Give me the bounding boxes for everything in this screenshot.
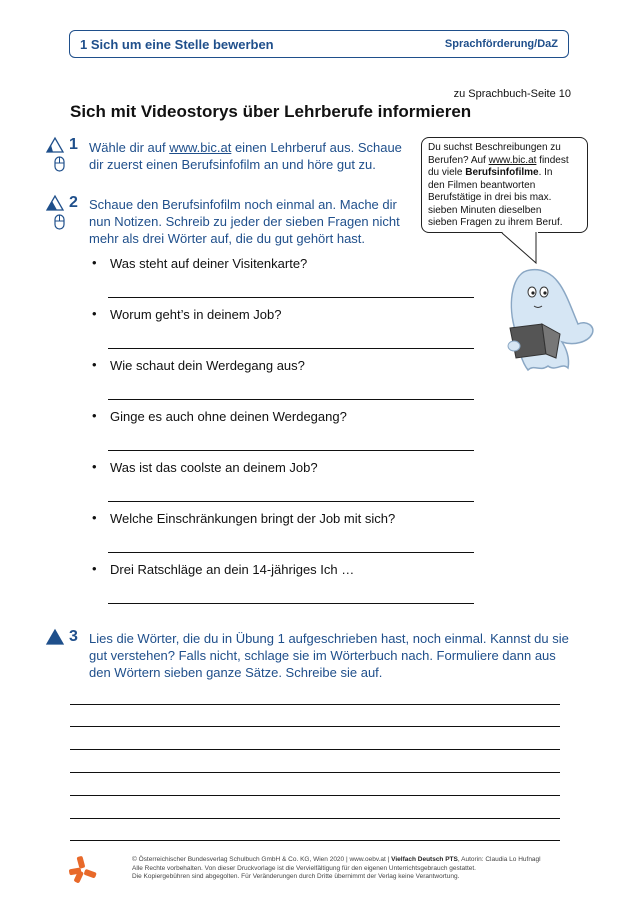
question-item — [92, 560, 482, 610]
question-text: Worum geht’s in deinem Job? — [110, 307, 282, 322]
exercise-1-text: Wähle dir auf www.bic.at einen Lehrberuf aus. Schaue dir zuerst einen Berufsinfofilm an und höre gut zu. — [89, 140, 402, 172]
question-item — [92, 356, 482, 406]
question-item — [92, 254, 482, 304]
page-reference: zu Sprachbuch-Seite 10 — [453, 88, 571, 100]
difficulty-triangle-mouse-icon — [45, 194, 69, 238]
answer-line[interactable] — [108, 399, 474, 400]
writing-line[interactable] — [70, 772, 560, 773]
writing-line[interactable] — [70, 704, 560, 705]
page-title: Sich mit Videostorys über Lehrberufe informieren — [70, 102, 472, 121]
answer-line[interactable] — [108, 501, 474, 502]
question-text: Wie schaut dein Werdegang aus? — [110, 358, 305, 373]
question-item — [92, 458, 482, 508]
exercise-2-number: 2 — [69, 194, 78, 211]
answer-line[interactable] — [108, 603, 474, 604]
answer-line[interactable] — [108, 450, 474, 451]
exercise-2-text: Schaue den Berufsinfofilm noch einmal an. Mache dir nun Notizen. Schreib zu jeder der sieben Fragen nicht mehr als drei Wörter auf, die du gut gehört hast. — [89, 197, 400, 246]
answer-line[interactable] — [108, 348, 474, 349]
bullet-icon: • — [92, 357, 97, 372]
question-item — [92, 407, 482, 457]
ghost-mascot-illustration — [500, 262, 600, 380]
answer-line[interactable] — [108, 552, 474, 553]
bullet-icon: • — [92, 459, 97, 474]
question-text: Was ist das coolste an deinem Job? — [110, 460, 318, 475]
question-item — [92, 509, 482, 559]
exercise-3-text: Lies die Wörter, die du in Übung 1 aufgeschrieben hast, noch einmal. Kannst du sie gut verstehen? Falls nicht, schlage sie im Wörterbuch nach. Formuliere dann aus den Wörtern sieben ganze Sätze. Schreibe sie auf. — [89, 631, 569, 680]
question-text: Was steht auf deiner Visitenkarte? — [110, 256, 308, 271]
speech-bubble-tail — [500, 231, 540, 265]
bic-link[interactable]: www.bic.at — [169, 140, 232, 155]
bullet-icon: • — [92, 561, 97, 576]
bullet-icon: • — [92, 306, 97, 321]
chapter-title: 1 Sich um eine Stelle bewerben — [80, 37, 274, 52]
exercise-1-number: 1 — [69, 136, 78, 153]
question-text: Ginge es auch ohne deinen Werdegang? — [110, 409, 347, 424]
subject-label: Sprachförderung/DaZ — [444, 38, 558, 50]
bubble-bic-link[interactable]: www.bic.at — [488, 154, 537, 166]
publisher-logo-icon — [68, 855, 98, 885]
exercise-3-number: 3 — [69, 628, 78, 645]
writing-line[interactable] — [70, 840, 560, 841]
question-item — [92, 305, 482, 355]
question-text: Drei Ratschläge an dein 14-jähriges Ich … — [110, 562, 355, 577]
footer-copyright: © Österreichischer Bundesverlag Schulbuch GmbH & Co. KG, Wien 2020 | www.oebv.at | Vielfach Deutsch PTS, Autorin: Claudia Lo Hufnagl Alle Rechte vorbehalten. Von dieser Druckvorlage ist die Vervielfältigung für den eigenen Unterrichtsgebrauch gestattet. Die Kopiergebühren sind abgegolten. Für Veränderungen durch Dritte übernimmt der Verlag keine Verantwortung. — [132, 856, 541, 880]
writing-line[interactable] — [70, 795, 560, 796]
bullet-icon: • — [92, 255, 97, 270]
answer-line[interactable] — [108, 297, 474, 298]
bullet-icon: • — [92, 408, 97, 423]
difficulty-triangle-icon — [45, 628, 69, 672]
header-bar — [69, 30, 569, 58]
difficulty-triangle-mouse-icon — [45, 136, 69, 180]
bullet-icon: • — [92, 510, 97, 525]
question-text: Welche Einschränkungen bringt der Job mit sich? — [110, 511, 396, 526]
writing-line[interactable] — [70, 749, 560, 750]
writing-line[interactable] — [70, 726, 560, 727]
writing-line[interactable] — [70, 818, 560, 819]
info-speech-bubble: Du suchst Beschreibungen zu Berufen? Auf www.bic.at findest du viele Berufsinfofilme. In den Filmen beantworten Berufstätige in drei bis max. sieben Minuten dieselben sieben Fragen zu ihrem Beruf. — [421, 137, 588, 233]
